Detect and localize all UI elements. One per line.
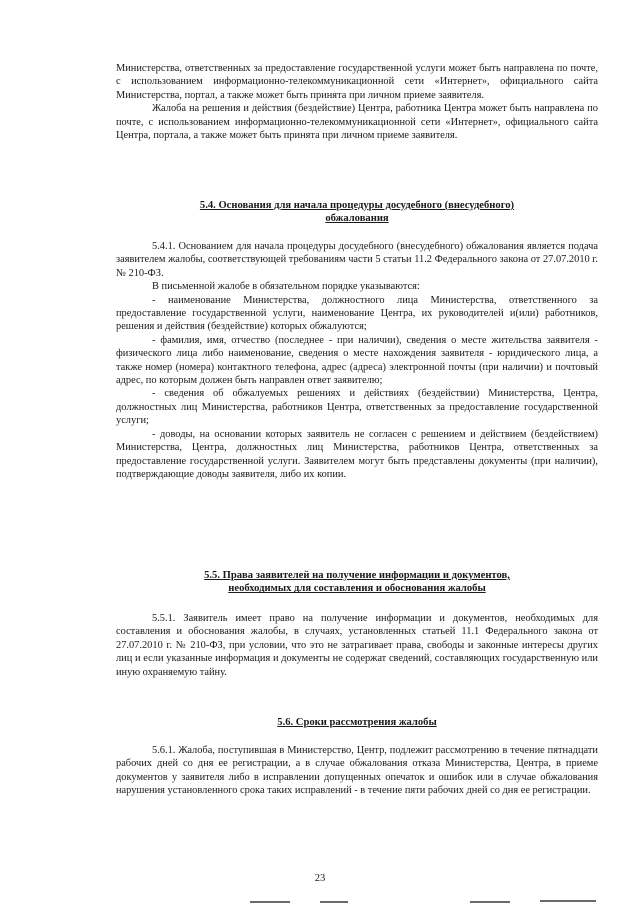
paragraph-written-complaint: В письменной жалобе в обязательном порядке указываются: (152, 281, 420, 293)
scan-artifact (320, 901, 348, 903)
heading-5-5-line1: 5.5. Права заявителей на получение информации и документов, (204, 570, 510, 581)
section-5-4-body (116, 240, 598, 481)
heading-section-5-6 (116, 716, 598, 729)
intro-section (116, 62, 598, 142)
page-number: 23 (314, 873, 326, 884)
heading-5-5-line2: необходимых для составления и обоснования жалобы (228, 583, 486, 595)
paragraph-5-4-1: 5.4.1. Основанием для начала процедуры досудебного (внесудебного) обжалования является подача заявителем жалобы, соответствующей требованиям части 5 статьи 11.2 Федерального закона от 27.07.2010 г. № 210-ФЗ. (116, 241, 598, 279)
heading-5-4-line1: 5.4. Основания для начала процедуры досудебного (внесудебного) (199, 200, 515, 211)
paragraph-ministry-complaint: Министерства, ответственных за предоставление государственной услуги может быть направлена по почте, с использованием информационно-телекоммуникационной сети «Интернет», официального сайта Министерства, портал, а также может быть принята при личном приеме заявителя. (116, 63, 598, 101)
scan-artifact (250, 901, 290, 903)
paragraph-5-6-1: 5.6.1. Жалоба, поступившая в Министерство, Центр, подлежит рассмотрению в течение пятнадцати рабочих дней со дня ее регистрации, а в случае обжалования отказа Министерства, Центра, в приеме документов у заявителя либо в исправлении допущенных опечаток и ошибок или в случае обжалования нарушения установленного срока таких исправлений - в течение пяти рабочих дней со дня ее регистрации. (116, 745, 598, 797)
scan-artifact (470, 901, 510, 903)
list-item-arguments: - доводы, на основании которых заявитель не согласен с решением и действием (бездействием) Министерства, Центра, должностных лиц Министерства, работников Центра, ответственных за предоставление государственной услуги. Заявителем могут быть представлены документы (при наличии), подтверждающие доводы заявителя, либо их копии. (116, 428, 598, 480)
section-5-5-body (116, 612, 598, 679)
heading-5-6: 5.6. Сроки рассмотрения жалобы (277, 717, 437, 728)
heading-section-5-4 (116, 199, 598, 226)
section-5-6-body (116, 744, 598, 798)
list-item-appealed-decisions: - сведения об обжалуемых решениях и действиях (бездействии) Министерства, Центра, должностных лиц Министерства, работников Центра, ответственных за предоставление государственной услуги; (116, 388, 598, 427)
heading-section-5-5 (116, 569, 598, 596)
paragraph-center-complaint: Жалоба на решения и действия (бездействие) Центра, работника Центра может быть направлена по почте, с использованием информационно-телекоммуникационной сети «Интернет», официального сайта Центра, портала, а также может быть принята при личном приеме заявителя. (116, 103, 598, 142)
paragraph-5-5-1: 5.5.1. Заявитель имеет право на получение информации и документов, необходимых для составления и обоснования жалобы, в случаях, установленных статьей 11.1 Федерального закона от 27.07.2010 г. № 210-ФЗ, при условии, что это не затрагивает права, свободы и законные интересы других лиц и если указанные информация и документы не содержат сведений, составляющих государственную или иную охраняемую тайну. (116, 613, 598, 678)
scan-artifact (540, 900, 596, 902)
list-item-ministry-name: - наименование Министерства, должностного лица Министерства, ответственного за предоставление государственной услуги, наименование Центра, их руководителей и(или) работников, решения и действия (бездействие) которых обжалуются; (116, 294, 598, 333)
list-item-applicant-details: - фамилия, имя, отчество (последнее - при наличии), сведения о месте жительства заявителя - физического лица либо наименование, сведения о месте нахождения заявителя - юридического лица, а также номер (номера) контактного телефона, адрес (адреса) электронной почты (при наличии) и почтовый адрес, по которым должен быть направлен ответ заявителю; (116, 334, 598, 387)
heading-5-4-line2: обжалования (325, 213, 389, 225)
